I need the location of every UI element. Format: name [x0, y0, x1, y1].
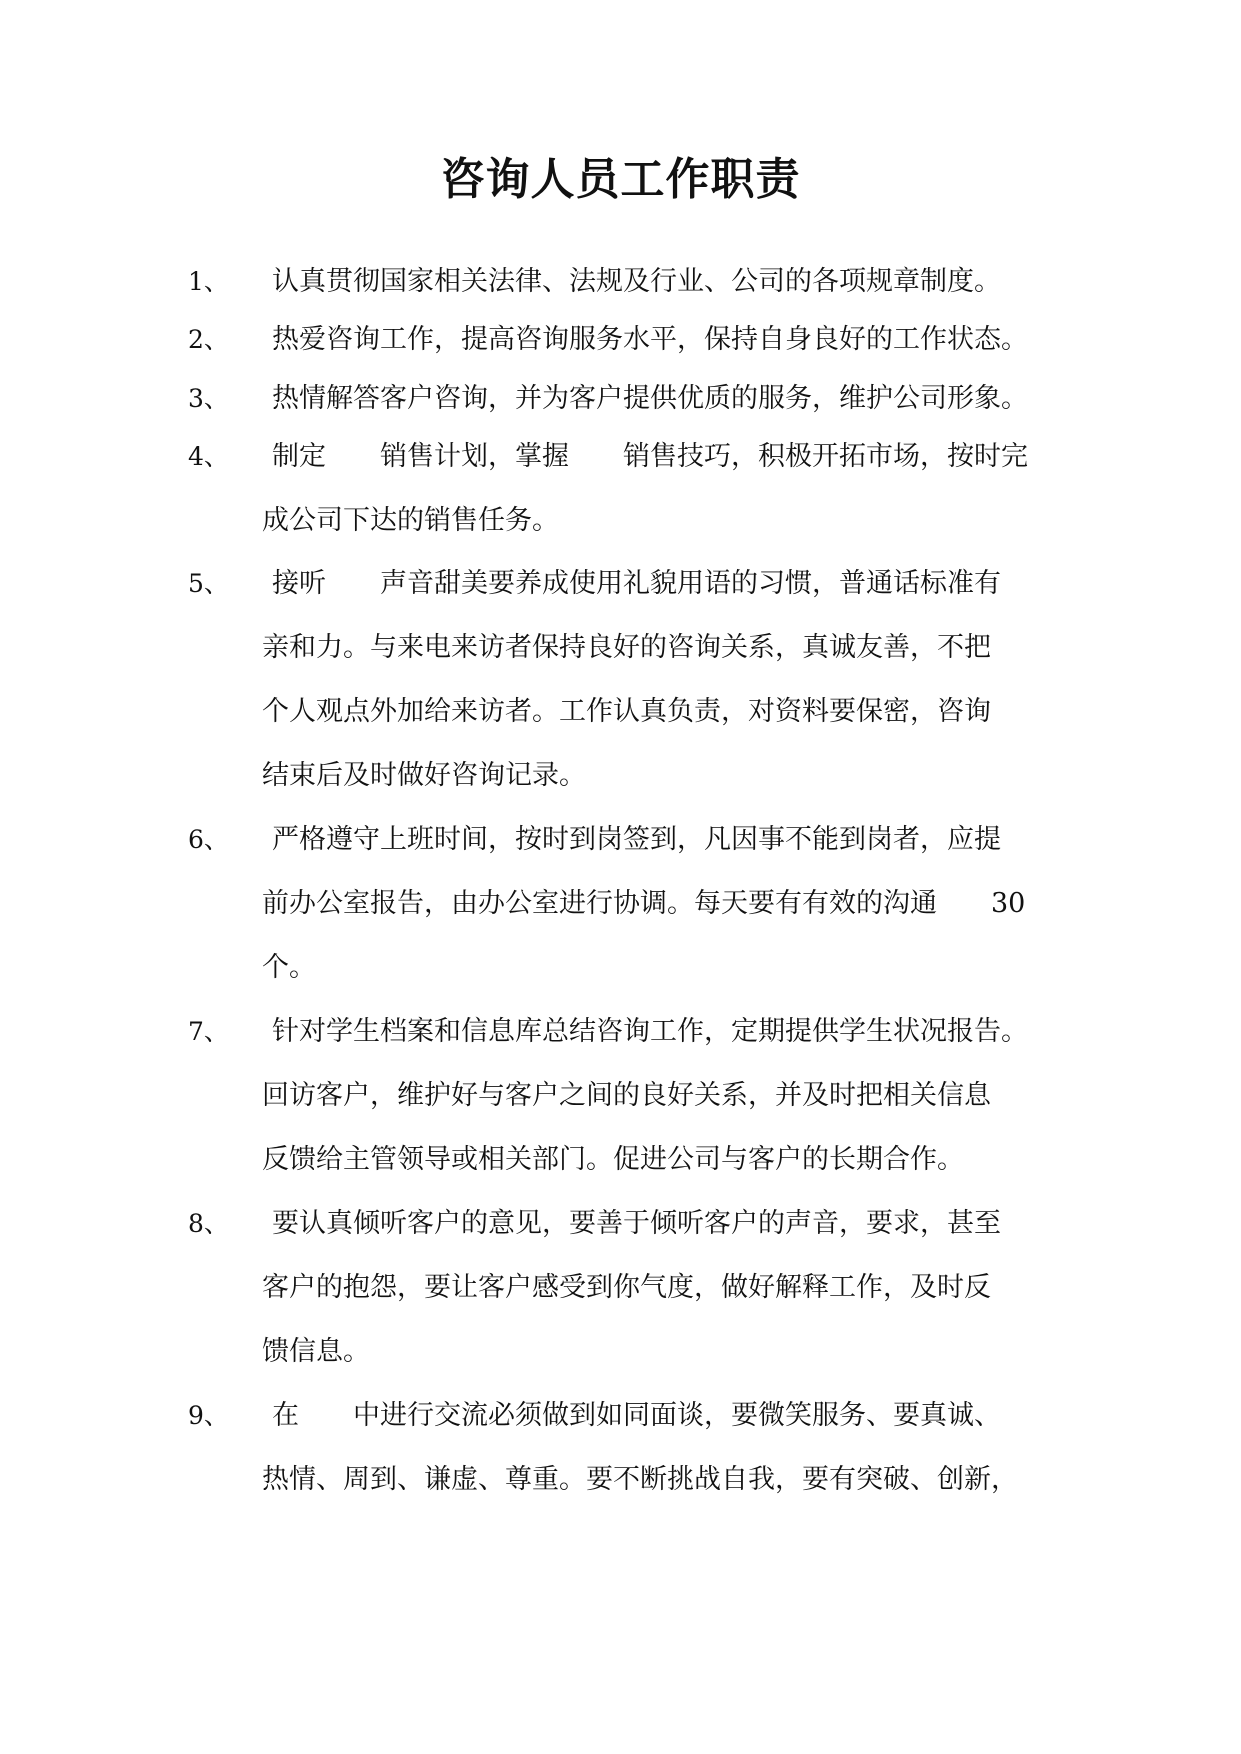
item-line: 认真贯彻国家相关法律、法规及行业、公司的各项规章制度。: [272, 266, 1001, 297]
item-line: 制定 销售计划，掌握 销售技巧，积极开拓市场，按时完: [272, 441, 1028, 472]
item-number: 8、: [188, 1209, 229, 1238]
document-title: 咨询人员工作职责: [440, 154, 801, 205]
item-line: 结束后及时做好咨询记录。: [262, 760, 586, 791]
item-text: [262, 1384, 1072, 1512]
item-text: [262, 425, 1072, 553]
item-line: 热情解答客户咨询，并为客户提供优质的服务，维护公司形象。: [272, 383, 1028, 414]
item-text: [262, 808, 1072, 1000]
item-number: 3、: [188, 384, 229, 413]
item-line: 个。: [262, 952, 316, 983]
item-number: 6、: [188, 825, 229, 854]
item-line: 热情、周到、谦虚、尊重。要不断挑战自我，要有突破、创新，: [262, 1464, 1018, 1495]
item-line: 亲和力。与来电来访者保持良好的咨询关系，真诚友善，不把: [262, 632, 991, 663]
item-line: 成公司下达的销售任务。: [262, 505, 559, 536]
item-line: 前办公室报告，由办公室进行协调。每天要有有效的沟通 30: [262, 888, 1026, 919]
item-line: 馈信息。: [262, 1336, 370, 1367]
item-number: 7、: [188, 1017, 229, 1046]
item-line: 客户的抱怨，要让客户感受到你气度，做好解释工作，及时反: [262, 1272, 991, 1303]
item-text: [262, 308, 1072, 372]
item-line: 反馈给主管领导或相关部门。促进公司与客户的长期合作。: [262, 1144, 964, 1175]
item-text: [262, 367, 1072, 431]
item-number: 1、: [188, 267, 229, 296]
item-line: 在 中进行交流必须做到如同面谈，要微笑服务、要真诚、: [272, 1400, 1001, 1431]
item-number: 4、: [188, 442, 229, 471]
item-number: 5、: [188, 569, 229, 598]
item-line: 严格遵守上班时间，按时到岗签到，凡因事不能到岗者，应提: [272, 824, 1001, 855]
item-number: 2、: [188, 325, 229, 354]
item-line: 接听 声音甜美要养成使用礼貌用语的习惯，普通话标准有: [272, 568, 1001, 599]
item-line: 要认真倾听客户的意见，要善于倾听客户的声音，要求，甚至: [272, 1208, 1001, 1239]
item-text: [262, 552, 1072, 808]
item-text: [262, 250, 1072, 314]
item-line: 热爱咨询工作，提高咨询服务水平，保持自身良好的工作状态。: [272, 324, 1028, 355]
item-text: [262, 1000, 1072, 1192]
item-text: [262, 1192, 1072, 1384]
item-line: 针对学生档案和信息库总结咨询工作，定期提供学生状况报告。: [272, 1016, 1028, 1047]
item-number: 9、: [188, 1401, 229, 1430]
item-line: 回访客户，维护好与客户之间的良好关系，并及时把相关信息: [262, 1080, 991, 1111]
item-line: 个人观点外加给来访者。工作认真负责，对资料要保密，咨询: [262, 696, 991, 727]
